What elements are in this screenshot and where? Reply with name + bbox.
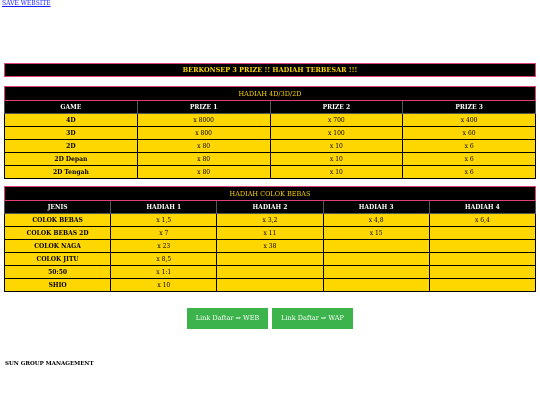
- col-header-hadiah-3: HADIAH 3: [323, 201, 429, 214]
- cell: [217, 253, 323, 266]
- cell: SHIO: [5, 279, 111, 292]
- table-row: [5, 253, 536, 266]
- cell: 2D Tengah: [5, 166, 138, 179]
- cell: 4D: [5, 114, 138, 127]
- col-header-game: GAME: [5, 101, 138, 114]
- cell: x 23: [111, 240, 217, 253]
- cell: x 10: [270, 140, 403, 153]
- cell: x 80: [137, 153, 270, 166]
- cell: x 11: [217, 227, 323, 240]
- cell: x 6: [403, 166, 536, 179]
- cell: x 6: [403, 153, 536, 166]
- cell: x 10: [270, 166, 403, 179]
- cell: [323, 253, 429, 266]
- col-header-prize-2: PRIZE 2: [270, 101, 403, 114]
- cell: COLOK JITU: [5, 253, 111, 266]
- cell: x 100: [270, 127, 403, 140]
- col-header-hadiah-4: HADIAH 4: [429, 201, 535, 214]
- table-row: [5, 114, 536, 127]
- table-row: [5, 140, 536, 153]
- top-link[interactable]: SAVE WEBSITE: [2, 0, 51, 7]
- table-row: [5, 166, 536, 179]
- cell: x 1:1: [111, 266, 217, 279]
- col-header-hadiah-2: HADIAH 2: [217, 201, 323, 214]
- cell: [429, 253, 535, 266]
- cell: [217, 279, 323, 292]
- prize-table-4d3d2d: [4, 86, 536, 179]
- table-caption: HADIAH 4D/3D/2D: [5, 87, 536, 101]
- table-row: [5, 214, 536, 227]
- cell: 50:50: [5, 266, 111, 279]
- cell: x 8000: [137, 114, 270, 127]
- cell: COLOK BEBAS: [5, 214, 111, 227]
- cell: x 800: [137, 127, 270, 140]
- cell: x 400: [403, 114, 536, 127]
- cell: x 80: [137, 166, 270, 179]
- col-header-jenis: JENIS: [5, 201, 111, 214]
- cell: [323, 279, 429, 292]
- cell: x 3,2: [217, 214, 323, 227]
- cell: x 1,5: [111, 214, 217, 227]
- cell: [429, 227, 535, 240]
- footer-text: SUN GROUP MANAGEMENT: [5, 361, 94, 367]
- table-row: [5, 279, 536, 292]
- promo-banner: BERKONSEP 3 PRIZE !! HADIAH TERBESAR !!!: [4, 63, 536, 77]
- cell: x 10: [270, 153, 403, 166]
- colok-bebas-table: [4, 186, 536, 292]
- cell: [429, 279, 535, 292]
- cell: 2D Depan: [5, 153, 138, 166]
- cell: x 4,8: [323, 214, 429, 227]
- cell: x 6,4: [429, 214, 535, 227]
- register-web-button[interactable]: Link Daftar ⇒ WEB: [187, 308, 268, 329]
- cell: x 15: [323, 227, 429, 240]
- cell: x 8,5: [111, 253, 217, 266]
- cell: [429, 266, 535, 279]
- cell: x 38: [217, 240, 323, 253]
- cell: x 6: [403, 140, 536, 153]
- table-row: [5, 153, 536, 166]
- cell: x 7: [111, 227, 217, 240]
- cell: [429, 240, 535, 253]
- cell: [217, 266, 323, 279]
- cell: 2D: [5, 140, 138, 153]
- col-header-prize-1: PRIZE 1: [137, 101, 270, 114]
- table-row: [5, 127, 536, 140]
- table-caption: HADIAH COLOK BEBAS: [5, 187, 536, 201]
- cell: x 10: [111, 279, 217, 292]
- table-row: [5, 240, 536, 253]
- cell: 3D: [5, 127, 138, 140]
- table-row: [5, 266, 536, 279]
- register-wap-button[interactable]: Link Daftar ⇒ WAP: [272, 308, 353, 329]
- cell: COLOK BEBAS 2D: [5, 227, 111, 240]
- cell: COLOK NAGA: [5, 240, 111, 253]
- col-header-prize-3: PRIZE 3: [403, 101, 536, 114]
- table-row: [5, 227, 536, 240]
- cell: [323, 266, 429, 279]
- cell: x 700: [270, 114, 403, 127]
- cell: [323, 240, 429, 253]
- col-header-hadiah-1: HADIAH 1: [111, 201, 217, 214]
- cell: x 60: [403, 127, 536, 140]
- cell: x 80: [137, 140, 270, 153]
